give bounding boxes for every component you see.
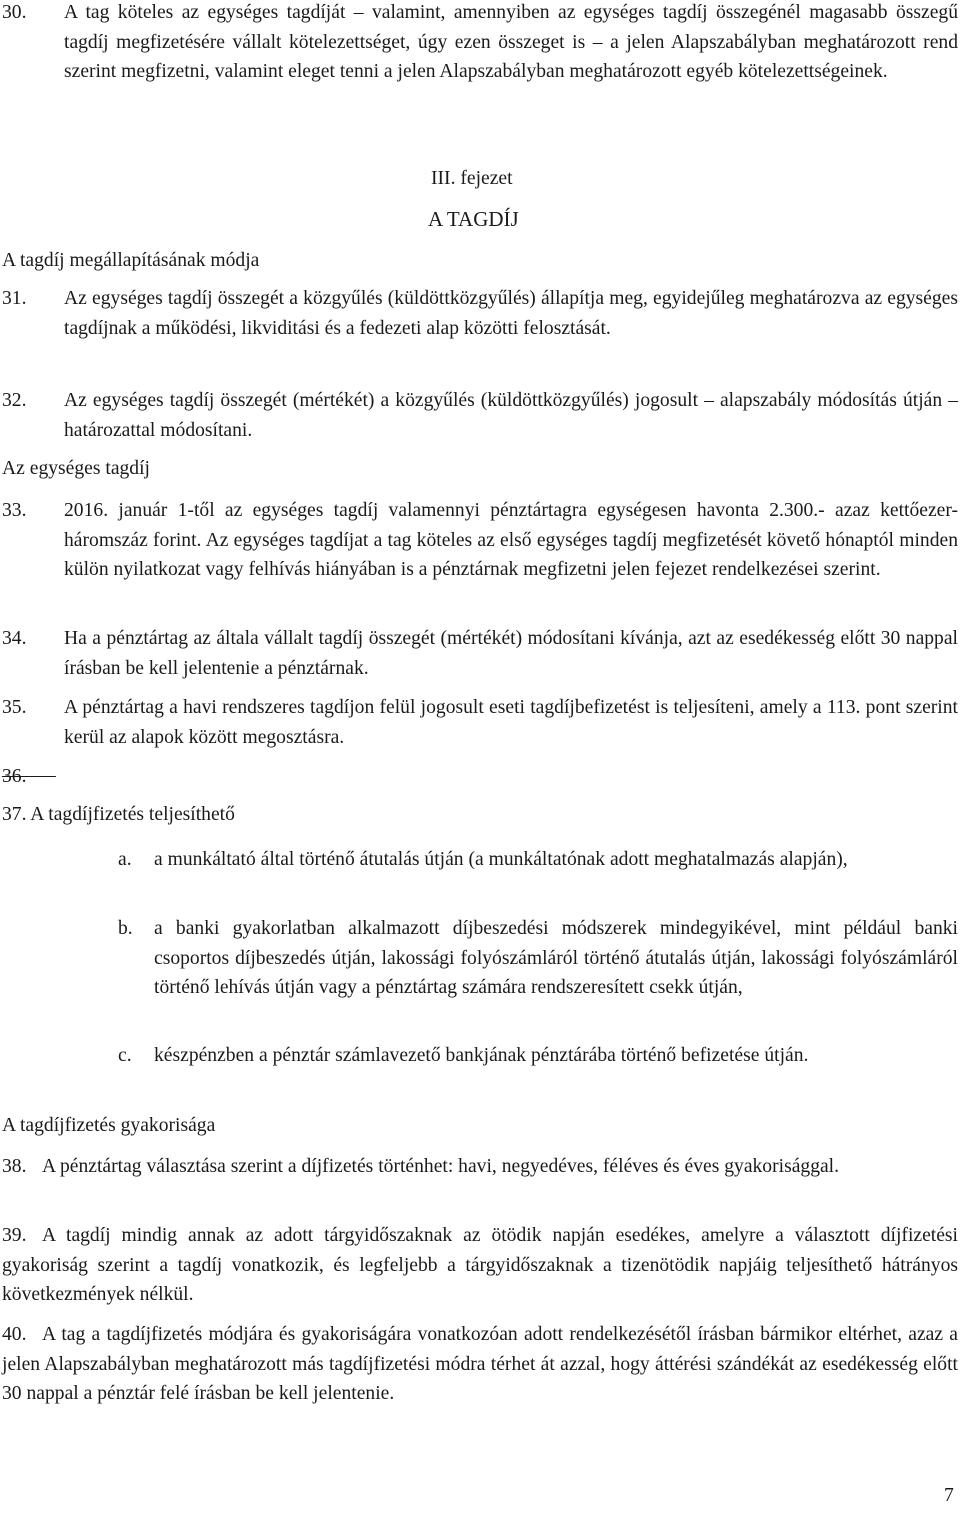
page-number: 7 (944, 1485, 954, 1506)
paragraph-number: 31. (2, 288, 27, 309)
list-item-b (118, 914, 958, 1003)
paragraph-number: 34. (2, 628, 27, 649)
paragraph-number: 36. (2, 766, 27, 787)
section-heading-tagdij-megallapitas: A tagdíj megállapításának módja (2, 250, 260, 271)
section-heading-egyseges-tagdij: Az egységes tagdíj (2, 458, 150, 479)
list-text: készpénzben a pénztár számlavezető bankjának pénztárába történő befizetése útján. (154, 1045, 809, 1066)
list-item-c (118, 1041, 958, 1071)
paragraph-number: 33. (2, 500, 27, 521)
paragraph-40 (2, 1320, 958, 1409)
paragraph-text: A tag köteles az egységes tagdíját – valamint, amennyiben az egységes tagdíj összegénél magasabb összegű tagdíj megfizetésére vállalt kötelezettséget, úgy ezen összeget is – a jelen Alapszabályban meghatározott rend szerint megfizetni, valamint eleget tenni a jelen Alapszabályban meghatározott egyéb kötelezettségeinek. (64, 2, 958, 82)
paragraph-35 (2, 693, 958, 752)
paragraph-31 (2, 284, 958, 343)
paragraph-text: Az egységes tagdíj összegét a közgyűlés (küldöttközgyűlés) állapítja meg, egyidejűleg meghatározva az egységes tagdíjnak a működési, likviditási és a fedezeti alap közötti felosztását. (64, 288, 958, 339)
paragraph-text: A pénztártag választása szerint a díjfizetés történhet: havi, negyedéves, féléves és éves gyakorisággal. (42, 1156, 840, 1177)
list-item-a (118, 845, 958, 875)
paragraph-text: A tag a tagdíjfizetés módjára és gyakoriságára vonatkozóan adott rendelkezésétől írásban bármikor eltérhet, azaz a jelen Alapszabályban meghatározott más tagdíjfizetési módra térhet át azzal, hogy áttérési szándékát az esedékesség előtt 30 nappal a pénztár felé írásban be kell jelentenie. (2, 1324, 958, 1404)
chapter-number: III. fejezet (431, 168, 513, 189)
list-marker: a. (118, 849, 132, 870)
paragraph-32 (2, 386, 958, 445)
paragraph-text: A pénztártag a havi rendszeres tagdíjon felül jogosult eseti tagdíjbefizetést is teljesíteni, amely a 113. pont szerint kerül az alapok között megosztásra. (64, 697, 958, 748)
paragraph-33 (2, 496, 958, 585)
list-text: a munkáltató által történő átutalás útján (a munkáltatónak adott meghatalmazás alapján), (154, 849, 848, 870)
paragraph-number: 38. (2, 1156, 27, 1177)
paragraph-38 (2, 1152, 958, 1182)
paragraph-number: 40. (2, 1324, 27, 1345)
paragraph-number: 35. (2, 697, 27, 718)
paragraph-number: 39. (2, 1225, 27, 1246)
section-heading-gyakorisag: A tagdíjfizetés gyakorisága (2, 1115, 216, 1136)
paragraph-37-intro: 37. A tagdíjfizetés teljesíthető (2, 804, 235, 825)
paragraph-30 (2, 0, 958, 87)
paragraph-text: Ha a pénztártag az általa vállalt tagdíj összegét (mértékét) módosítani kívánja, azt az esedékesség előtt 30 nappal írásban be kell jelentenie a pénztárnak. (64, 628, 958, 679)
list-text: a banki gyakorlatban alkalmazott díjbeszedési módszerek mindegyikével, mint például banki csoportos díjbeszedés útján, lakossági folyószámláról történő átutalás útján, lakossági folyószámláról történő lehívás útján vagy a pénztártag számára rendszeresített csekk útján, (154, 918, 958, 998)
list-marker: c. (118, 1045, 132, 1066)
chapter-title: A TAGDÍJ (428, 207, 519, 231)
list-marker: b. (118, 918, 133, 939)
paragraph-number: 32. (2, 390, 27, 411)
paragraph-39 (2, 1221, 958, 1310)
paragraph-text: A tagdíj mindig annak az adott tárgyidőszaknak az ötödik napján esedékes, amelyre a választott díjfizetési gyakoriság szerint a tagdíj vonatkozik, és legfeljebb a tárgyidőszaknak a tizenötödik napjáig teljesíthető hátrányos következmények nélkül. (2, 1225, 958, 1305)
paragraph-text: 2016. január 1-től az egységes tagdíj valamennyi pénztártagra egységesen havonta 2.300.- azaz kettőezer-háromszáz forint. Az egységes tagdíjat a tag köteles az első egységes tagdíj megfizetését követő hónaptól minden külön nyilatkozat vagy felhívás hiányában is a pénztárnak megfizetni jelen fejezet rendelkezései szerint. (64, 500, 958, 580)
paragraph-36-deleted (2, 762, 56, 792)
paragraph-34 (2, 624, 958, 683)
paragraph-number: 30. (2, 2, 27, 23)
paragraph-text: Az egységes tagdíj összegét (mértékét) a közgyűlés (küldöttközgyűlés) jogosult – alapszabály módosítás útján – határozattal módosítani. (64, 390, 958, 441)
